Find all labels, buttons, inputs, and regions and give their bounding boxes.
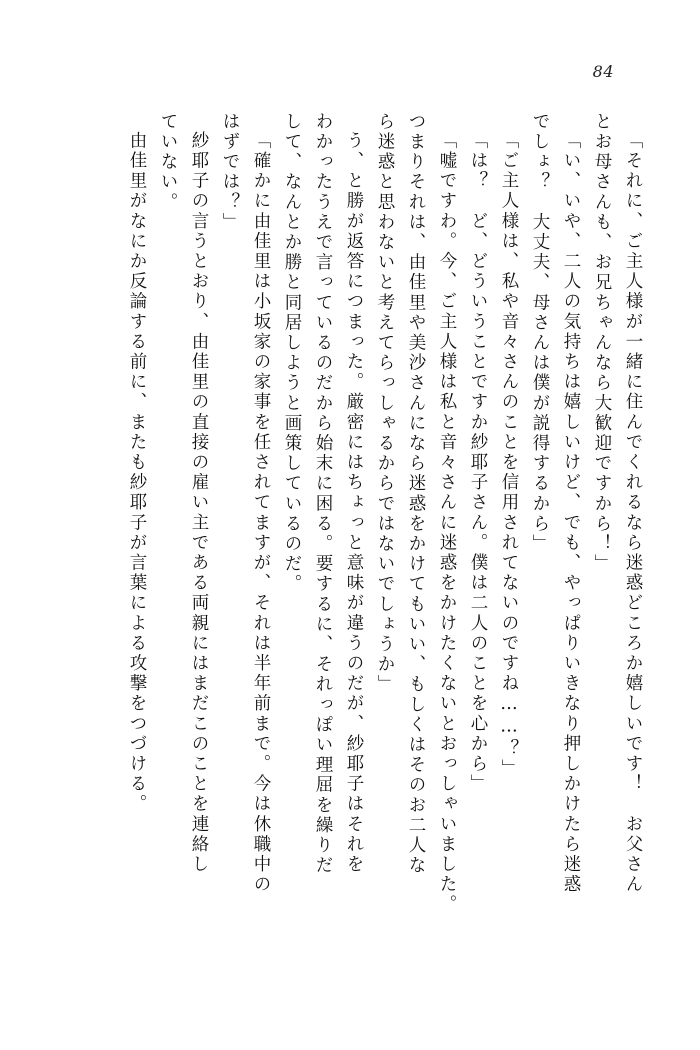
text-line: ていない。: [158, 112, 178, 213]
text-line: 「は？ ど、どういうことですか紗耶子さん。僕は二人のことを心から」: [468, 131, 488, 795]
text-line: 「それに、ご主人様が一緒に住んでくれるなら迷惑どころか嬉しいです！ お父さん: [623, 131, 643, 895]
page-number: 84: [592, 62, 614, 81]
text-line: 由佳里がなにか反論する前に、またも紗耶子が言葉による攻撃をつづける。: [127, 131, 147, 815]
text-line: して、なんとか勝と同居しようと画策しているのだ。: [282, 112, 302, 595]
text-line: でしょ？ 大丈夫、母さんは僕が説得するから」: [530, 112, 550, 555]
text-line: 「い、いや、二人の気持ちは嬉しいけど、でも、やっぱりいきなり押しかけたら迷惑: [561, 131, 581, 895]
text-line: ら迷惑と思わないと考えてらっしゃるからではないでしょうか」: [375, 112, 395, 695]
body-text: [56, 112, 648, 915]
text-line: 「確かに由佳里は小坂家の家事を任されてますが、それは半年前まで。今は休職中の: [251, 131, 271, 895]
text-line: はずでは？」: [220, 112, 240, 233]
text-line: 紗耶子の言うとおり、由佳里の直接の雇い主である両親にはまだこのことを連絡し: [189, 131, 209, 875]
text-line: つまりそれは、由佳里や美沙さんになら迷惑をかけてもいい、もしくはそのお二人な: [406, 112, 426, 876]
text-line: 「嘘ですわ。今、ご主人様は私と音々さんに迷惑をかけたくないとおっしゃいました。: [437, 131, 457, 915]
text-line: わかったうえで言っているのだから始末に困る。要するに、それっぽい理屈を繰りだ: [313, 112, 333, 876]
text-line: う、と勝が返答につまった。厳密にはちょっと意味が違うのだが、紗耶子はそれを: [344, 131, 364, 875]
text-line: とお母さんも、お兄ちゃんなら大歓迎ですから！」: [592, 112, 612, 575]
text-line: 「ご主人様は、私や音々さんのことを信用されてないのですね……？」: [499, 131, 519, 780]
